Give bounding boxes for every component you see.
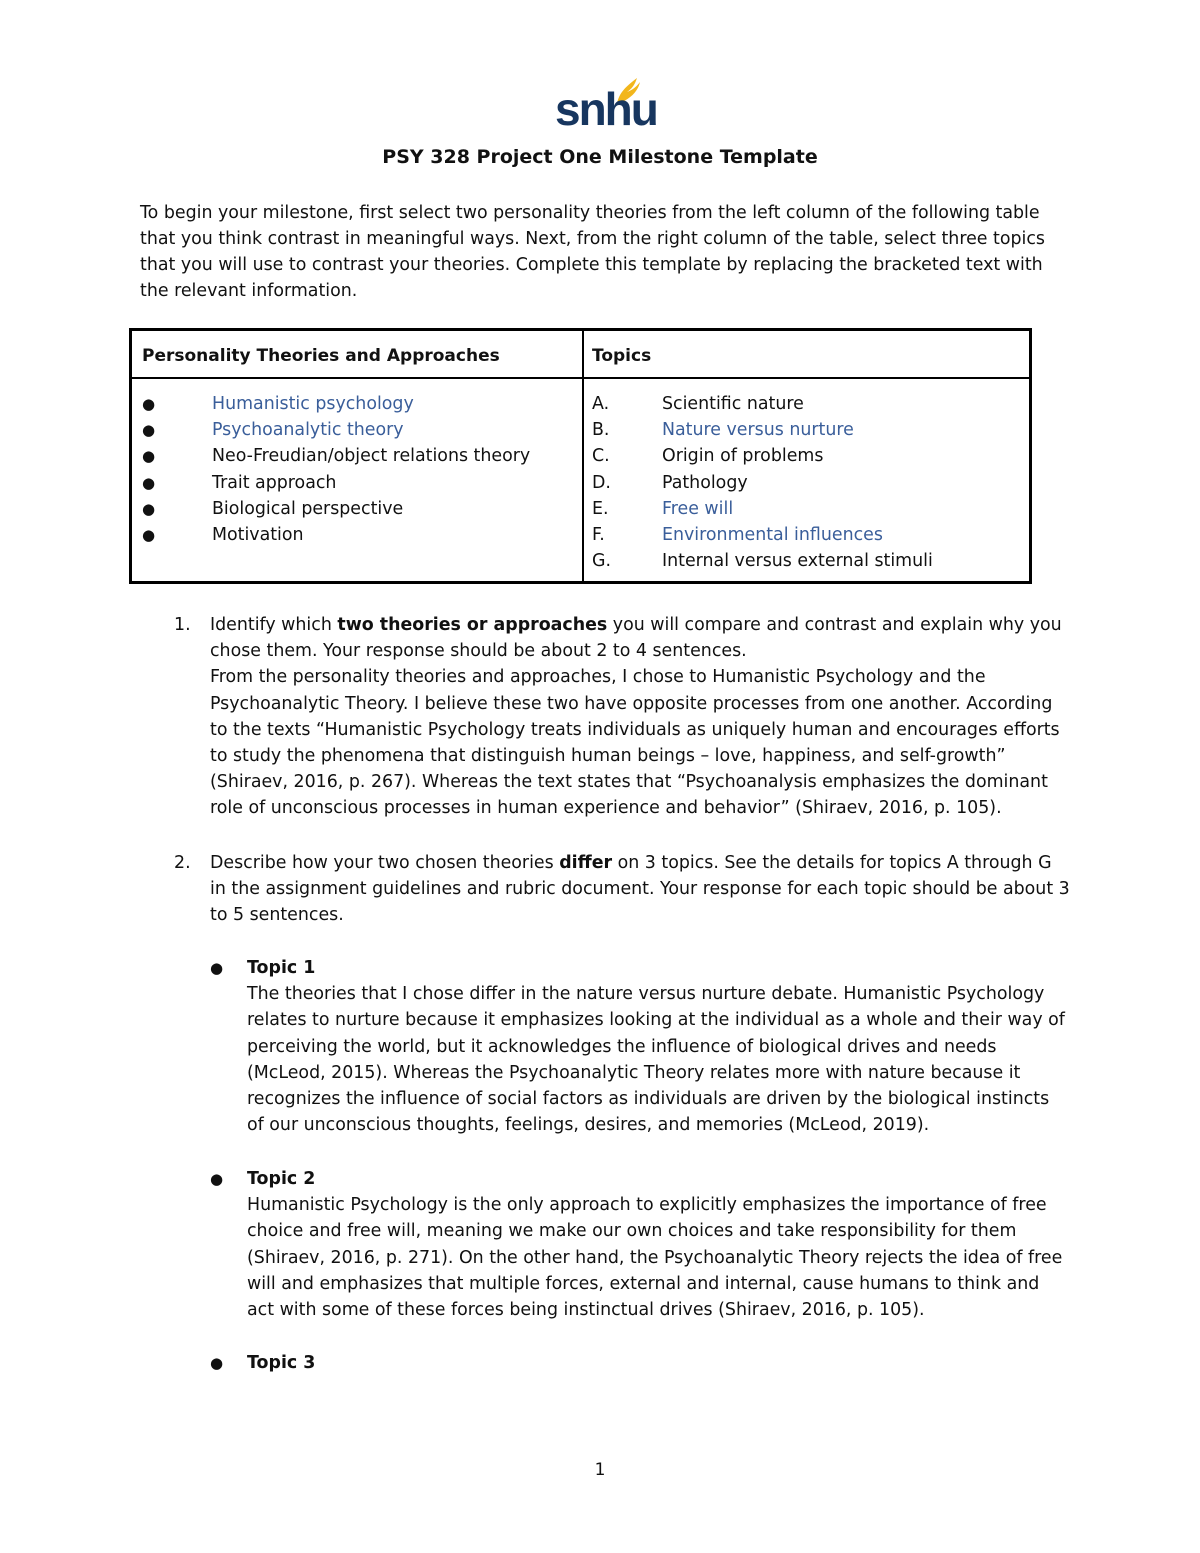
- bullet-icon: ●: [142, 525, 156, 544]
- bullet-icon: ●: [142, 395, 156, 413]
- intro-paragraph: [140, 200, 1070, 304]
- bullet-icon: ●: [142, 421, 156, 440]
- question-answer: From the personality theories and approaches, I chose to Humanistic Psychology and the Psychoanalytic Theory. I believe these two have opposite processes from one another. According to the texts “Humanistic Psychology treats individuals as uniquely human and encourages efforts to study the phenomena that distinguish human beings – love, happiness, and self-growth” (Shiraev, 2016, p. 267). Whereas the text states that “Psychoanalysis emphasizes the dominant role of unconscious processes in human experience and behavior” (Shiraev, 2016, p. 105).: [210, 667, 1060, 819]
- bullet-icon: ●: [142, 447, 156, 466]
- bullet-icon: ●: [142, 499, 156, 518]
- bullet-icon: ●: [210, 959, 224, 977]
- bullet-icon: ●: [210, 1354, 224, 1372]
- bullet-icon: ●: [210, 1170, 224, 1188]
- snhu-logo: [555, 72, 657, 135]
- logo-wordmark: snhu: [555, 83, 657, 135]
- topic-heading: Topic 3: [247, 1353, 316, 1373]
- topic-text: The theories that I chose differ in the nature versus nurture debate. Humanistic Psychology relates to nurture because it emphasizes looking at the individual as a whole and their way of perceiving the world, but it acknowledges the influence of biological drives and needs (McLeod, 2015). Whereas the Psychoanalytic Theory relates more with nature because it recognizes the influence of social factors as individuals are driven by the biological instincts of our unconscious thoughts, feelings, desires, and memories (McLeod, 2019).: [247, 984, 1065, 1136]
- question-prompt: Describe how your two chosen theories differ on 3 topics. See the details for topics A through G in the assignment guidelines and rubric document. Your response for each topic should be about 3 to 5 sentences.: [210, 853, 1070, 926]
- topic-text: Humanistic Psychology is the only approach to explicitly emphasizes the importance of free choice and free will, meaning we make our own choices and take responsibility for them (Shiraev, 2016, p. 271). On the other hand, the Psychoanalytic Theory rejects the idea of free will and emphasizes that multiple forces, external and internal, cause humans to think and act with some of these forces being instinctual drives (Shiraev, 2016, p. 105).: [247, 1195, 1063, 1321]
- topic-heading: Topic 2: [247, 1169, 316, 1189]
- bullet-icon: ●: [142, 473, 156, 492]
- question-body: [210, 850, 1070, 929]
- question-body: [210, 612, 1070, 822]
- document-title: PSY 328 Project One Milestone Template: [382, 146, 818, 168]
- topic-body: [247, 955, 1067, 1138]
- topic-body: [247, 1350, 1067, 1376]
- question-prompt: Identify which two theories or approaches you will compare and contrast and explain why you chose them. Your response should be about 2 to 4 sentences.: [210, 615, 1062, 662]
- topic-heading: Topic 1: [247, 958, 316, 978]
- table-header-topics: Topics: [592, 346, 652, 366]
- theories-topics-table: Personality Theories and Approaches Topics ● Humanistic psychology ● Psychoanalytic theory ● Neo-Freudian/object relations theory ● Trait approach ● Biological perspective ● Motivation A. Scientific nature B. Nature versus nurture C. Origin of problems D. Pathology E. Free will F. Environmental influences G. Internal versus external stimuli: [129, 328, 1032, 584]
- page-number: 1: [594, 1460, 606, 1480]
- topic-body: [247, 1166, 1067, 1323]
- table-divider: [582, 331, 584, 581]
- table-header-rule: [132, 377, 1029, 379]
- question-number: 1.: [174, 615, 191, 635]
- intro-text: To begin your milestone, first select two personality theories from the left column of the following table that you think contrast in meaningful ways. Next, from the right column of the table, select three topics that you will use to contrast your theories. Complete this template by replacing the bracketed text with the relevant information.: [140, 203, 1045, 301]
- question-number: 2.: [174, 853, 191, 873]
- table-header-theories: Personality Theories and Approaches: [142, 346, 500, 366]
